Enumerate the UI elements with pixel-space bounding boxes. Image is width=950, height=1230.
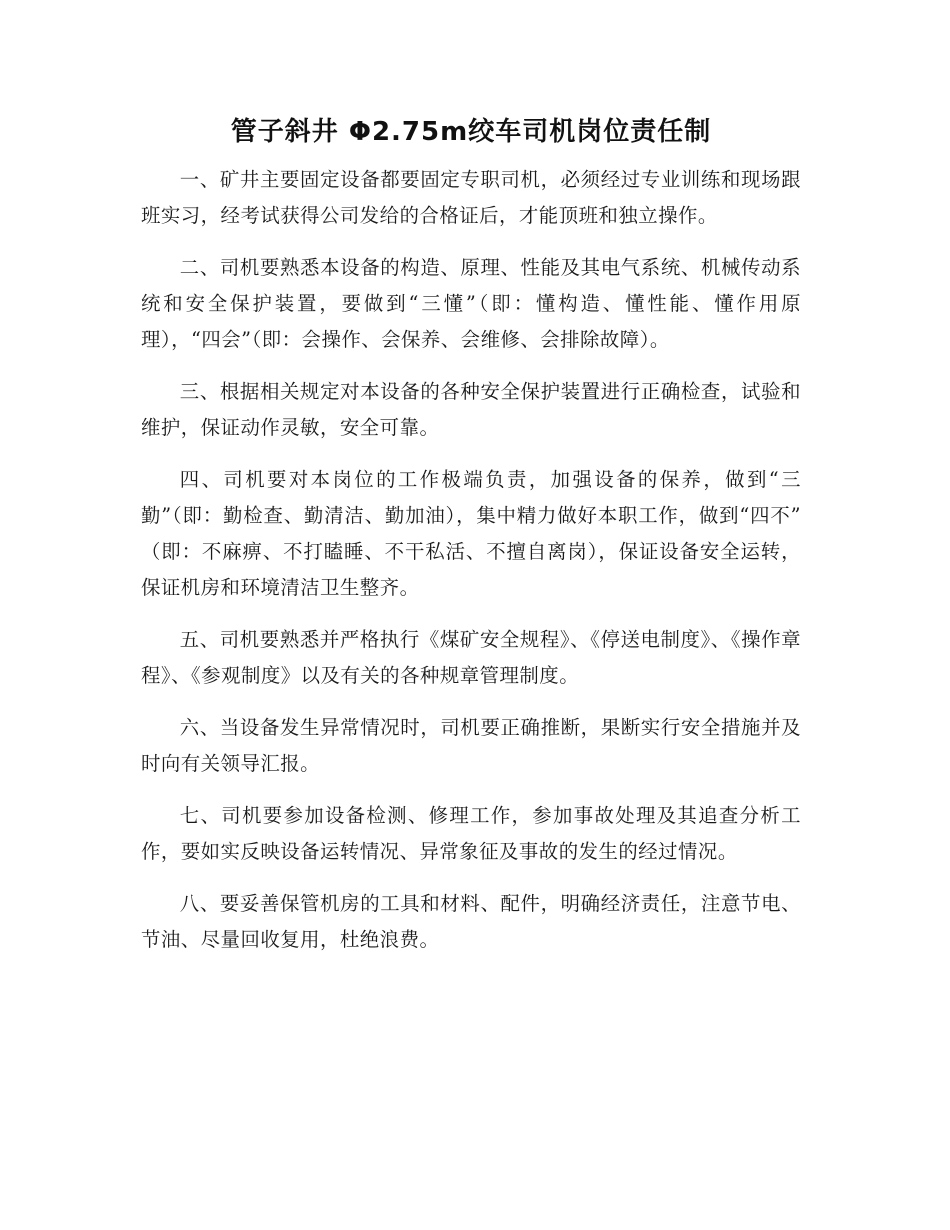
paragraph-8: 八、要妥善保管机房的工具和材料、配件，明确经济责任，注意节电、节油、尽量回收复用，杜绝浪费。 <box>141 892 801 951</box>
paragraph-2: 二、司机要熟悉本设备的构造、原理、性能及其电气系统、机械传动系统和安全保护装置，要做到“三懂”（即：懂构造、懂性能、懂作用原理），“四会”（即：会操作、会保养、会维修、会排除故障）。 <box>141 256 801 351</box>
paragraph-7: 七、司机要参加设备检测、修理工作，参加事故处理及其追查分析工作，要如实反映设备运转情况、异常象征及事故的发生的经过情况。 <box>141 804 801 863</box>
paragraph-1: 一、矿井主要固定设备都要固定专职司机，必须经过专业训练和现场跟班实习，经考试获得公司发给的合格证后，才能顶班和独立操作。 <box>141 168 801 227</box>
document-page <box>141 112 801 974</box>
paragraph-6: 六、当设备发生异常情况时，司机要正确推断，果断实行安全措施并及时向有关领导汇报。 <box>141 716 801 775</box>
paragraph-5: 五、司机要熟悉并严格执行《煤矿安全规程》、《停送电制度》、《操作章程》、《参观制度》以及有关的各种规章管理制度。 <box>141 628 801 687</box>
document-title: 管子斜井 Φ2.75m绞车司机岗位责任制 <box>230 117 712 147</box>
paragraph-4: 四、司机要对本岗位的工作极端负责，加强设备的保养，做到“三勤”（即：勤检查、勤清洁、勤加油），集中精力做好本职工作，做到“四不” （即：不麻痹、不打瞌睡、不干私活、不擅自离岗），保证设备安全运转，保证机房和环境清洁卫生整齐。 <box>141 468 801 599</box>
paragraph-3: 三、根据相关规定对本设备的各种安全保护装置进行正确检查，试验和维护，保证动作灵敏，安全可靠。 <box>141 380 801 439</box>
